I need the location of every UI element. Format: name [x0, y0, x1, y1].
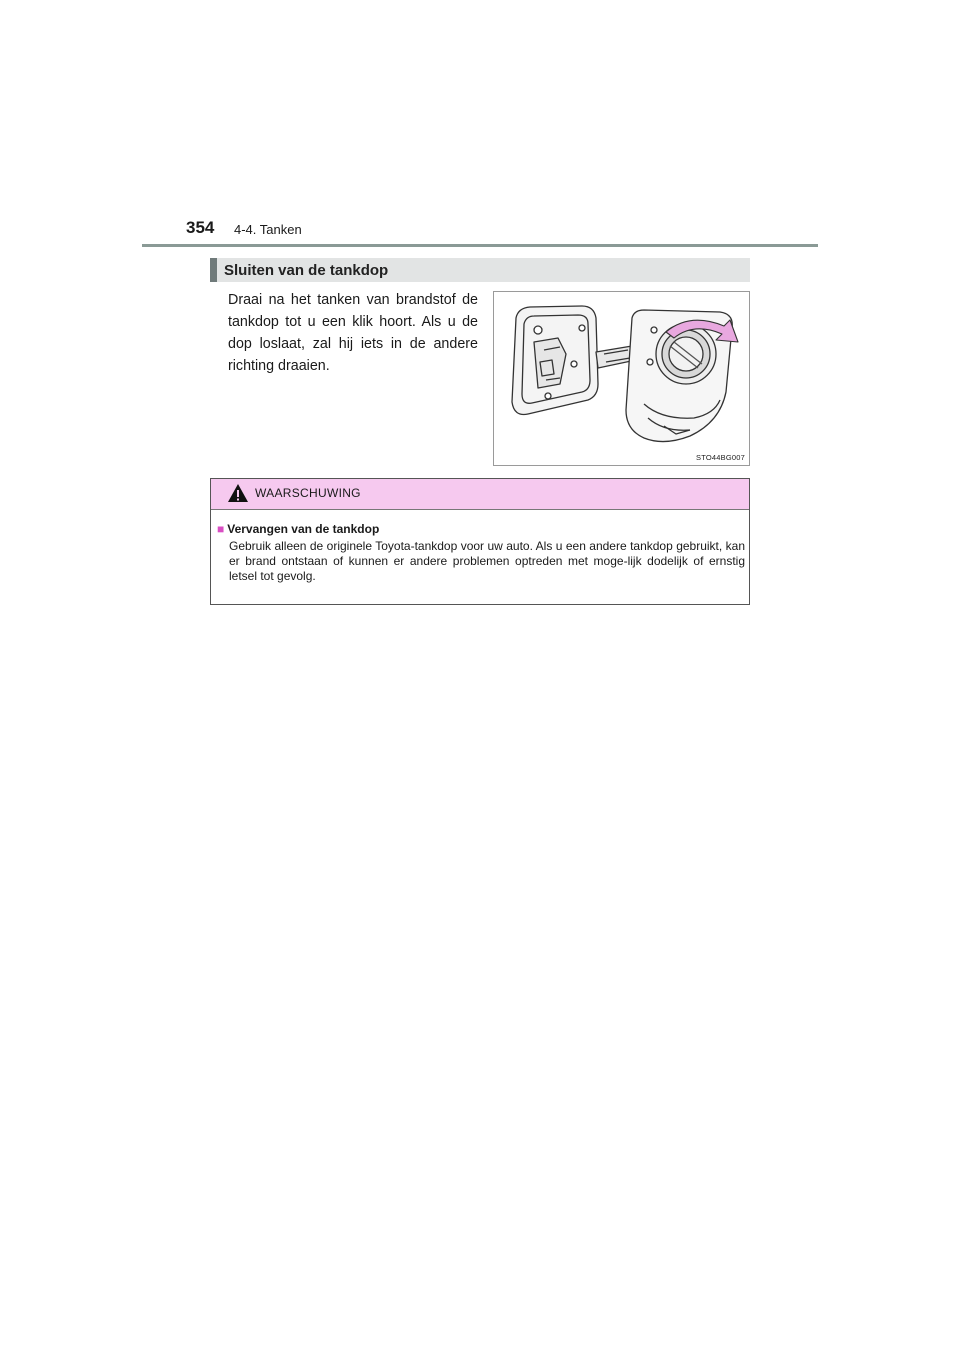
warning-item-body: Gebruik alleen de originele Toyota-tankdop voor uw auto. Als u een andere tankdop gebruikt, kan er brand ontstaan of kunnen er andere problemen optreden met moge-lijk dodelijk of ernstig letsel tot gevolg.: [229, 539, 745, 583]
warning-item-title: [217, 521, 745, 537]
chapter-label: 4-4. Tanken: [234, 222, 302, 237]
warning-item: [217, 521, 745, 584]
warning-item-heading: Vervangen van de tankdop: [227, 522, 380, 536]
instruction-text: Draai na het tanken van brandstof de tankdop tot u een klik hoort. Als u de dop loslaat, zal hij iets in de andere richting draaien.: [228, 292, 478, 374]
warning-box: [210, 478, 750, 605]
warning-triangle-icon: [227, 483, 249, 503]
warning-header: [211, 479, 749, 510]
page-number: 354: [186, 218, 215, 237]
fuel-cap-illustration: [493, 291, 750, 466]
section-heading-bar: [210, 258, 750, 282]
figure-code: STO44BG007: [696, 453, 745, 462]
square-bullet-icon: ■: [217, 522, 225, 536]
header-rule: [142, 244, 818, 247]
warning-title: WAARSCHUWING: [255, 486, 361, 500]
fuel-door-drawing: [494, 292, 751, 467]
section-heading: Sluiten van de tankdop: [224, 262, 389, 279]
